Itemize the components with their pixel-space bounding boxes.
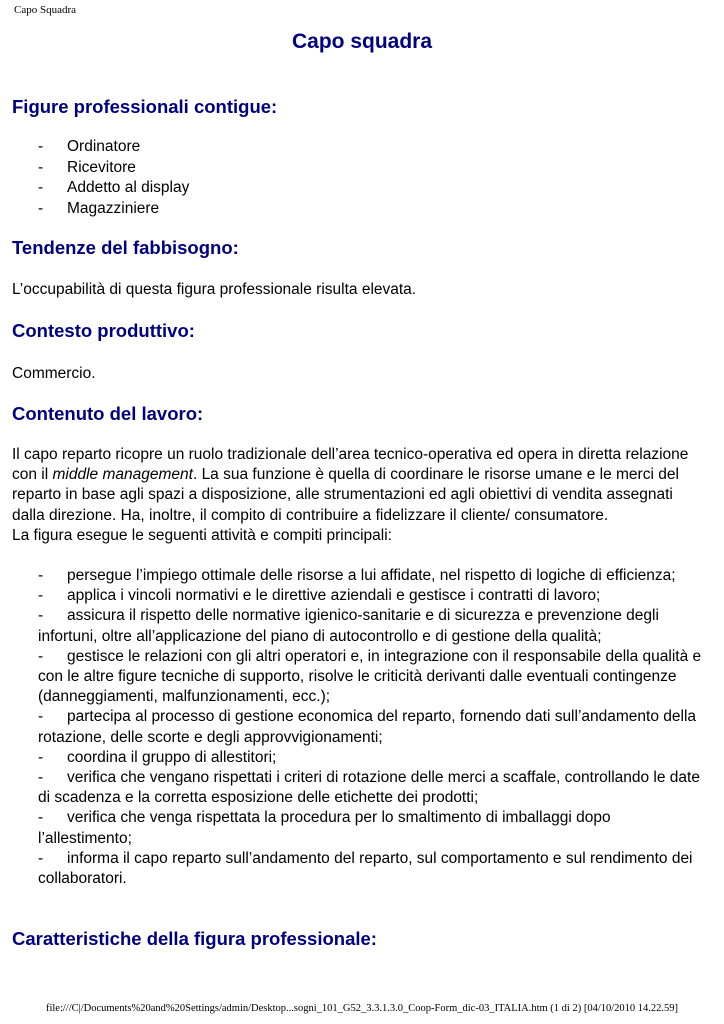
task-text: verifica che venga rispettata la procedura per lo smaltimento di imballaggi dopo l’allestimento; [38, 809, 611, 847]
section-heading-caratteristiche: Caratteristiche della figura professionale: [12, 928, 377, 949]
tendenze-text: L’occupabilità di questa figura professionale risulta elevata. [12, 281, 417, 298]
task-text: partecipa al processo di gestione economica del reparto, fornendo dati sull’andamento della rotazione, delle scorte e degli approvvigionamenti; [38, 708, 697, 746]
list-dash: - [38, 607, 44, 625]
contenuto-intro [12, 445, 704, 546]
intro-text-start: Il capo reparto ricopre un ruolo tradizionale dell’area tecnico-operativa ed opera in diretta relazione con il [12, 446, 689, 484]
task-text: verifica che vengano rispettati i criteri di rotazione delle merci a scaffale, controllando le date di scadenza e la corretta esposizione delle etichette dei prodotti; [38, 769, 700, 807]
list-item-text: Ricevitore [67, 158, 136, 176]
task-text: applica i vincoli normativi e le direttive aziendali e gestisce i contratti di lavoro; [67, 587, 601, 605]
task-item [38, 606, 704, 646]
list-dash: - [38, 138, 44, 155]
task-text: gestisce le relazioni con gli altri operatori e, in integrazione con il responsabile della qualità e con le altre figure tecniche di supporto, risolve le criticità derivanti dalle eventuali contingenze (danneggiamenti, malfunzionamenti, ecc.); [38, 647, 702, 706]
task-item [38, 707, 704, 747]
task-text: persegue l’impiego ottimale delle risorse a lui affidate, nel rispetto di logiche di efficienza; [67, 567, 676, 584]
list-dash: - [38, 587, 44, 605]
list-item [12, 178, 189, 199]
list-dash: - [38, 199, 44, 217]
list-dash: - [38, 567, 44, 584]
task-item [38, 647, 704, 708]
list-dash: - [38, 748, 44, 766]
section-heading-figure: Figure professionali contigue: [12, 96, 278, 117]
page-title: Capo squadra [291, 30, 433, 53]
task-item [38, 849, 704, 889]
task-item [38, 566, 704, 586]
intro-text-end: . La sua funzione è quella di coordinare le risorse umane e le merci del reparto in base agli spazi a disposizione, alle strumentazioni ed agli obiettivi di vendita assegnati dalla direzione. Ha, inoltre, il compito di contribuire a fidelizzare il cliente/ consumatore. [12, 466, 679, 524]
list-item-text: Magazziniere [67, 199, 160, 217]
section-heading-contenuto: Contenuto del lavoro: [12, 403, 204, 424]
task-item [38, 748, 704, 768]
list-dash: - [38, 849, 44, 867]
list-dash: - [38, 708, 44, 726]
list-item-text: Ordinatore [67, 138, 141, 155]
task-text: coordina il gruppo di allestitori; [67, 748, 277, 766]
running-header: Capo Squadra [14, 4, 77, 16]
tasks-lead: La figura esegue le seguenti attività e compiti principali: [12, 526, 392, 544]
list-dash: - [38, 809, 44, 827]
section-heading-tendenze: Tendenze del fabbisogno: [12, 237, 239, 258]
task-item [38, 768, 704, 808]
task-text: informa il capo reparto sull’andamento del reparto, sul comportamento e sul rendimento dei collaboratori. [38, 849, 693, 888]
figure-list [12, 137, 189, 219]
list-item [12, 199, 189, 220]
task-item [38, 808, 704, 848]
list-dash: - [38, 179, 44, 196]
section-heading-contesto: Contesto produttivo: [12, 320, 195, 341]
task-item [38, 586, 704, 606]
list-item [12, 158, 189, 179]
task-text: assicura il rispetto delle normative igienico-sanitarie e di sicurezza e prevenzione degli infortuni, oltre all’applicazione del piano di autocontrollo e di gestione della qualità; [38, 607, 659, 645]
task-list [38, 566, 704, 889]
list-dash: - [38, 158, 44, 176]
list-dash: - [38, 769, 44, 787]
page-footer: file:///C|/Documents%20and%20Settings/admin/Desktop...sogni_101_G52_3.3.1.3.0_Coop-Form_dic-03_ITALIA.htm (1 di 2) [04/10/2010 14.22.59] [45, 1003, 679, 1014]
list-item [12, 137, 189, 158]
list-dash: - [38, 647, 44, 665]
list-item-text: Addetto al display [67, 179, 190, 196]
intro-italic-term: middle management [52, 466, 193, 484]
contesto-text: Commercio. [12, 365, 96, 382]
